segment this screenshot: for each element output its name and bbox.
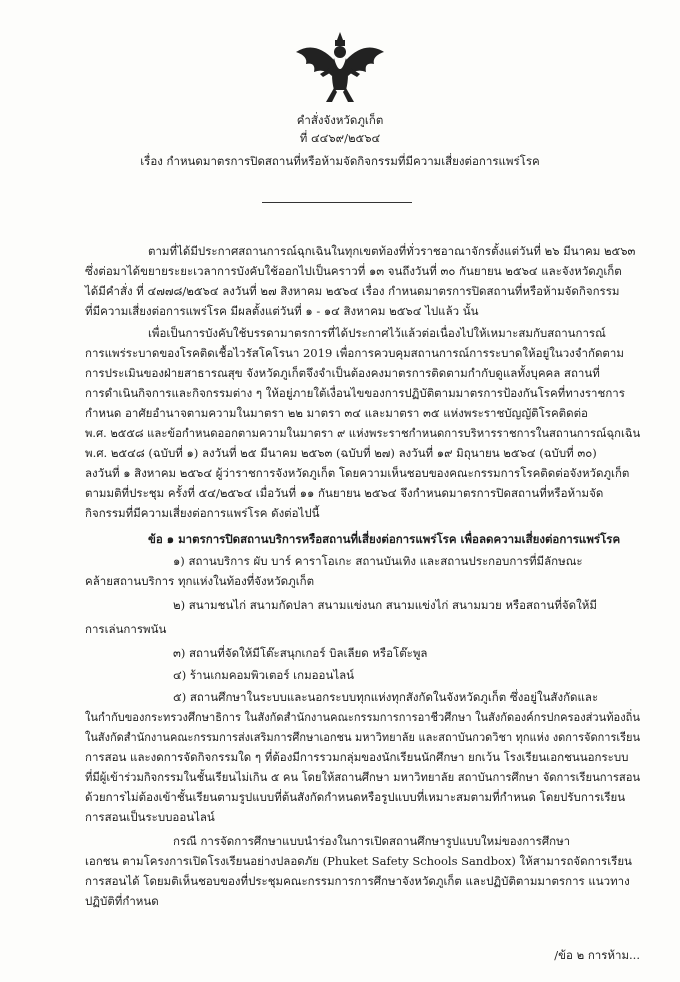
list-item: ๓) สถานที่จัดให้มีโต๊ะสนุกเกอร์ บิลเลียด หรือโต๊ะพูล — [173, 646, 428, 660]
list-item: ๔) ร้านเกมคอมพิวเตอร์ เกมออนไลน์ — [173, 668, 355, 682]
list-item-cont: การเล่นการพนัน — [85, 622, 167, 636]
body-line: ตามที่ได้มีประกาศสถานการณ์ฉุกเฉินในทุกเขตท้องที่ทั่วราชอาณาจักรตั้งแต่วันที่ ๒๖ มีนาคม ๒๕๖๓ — [148, 244, 636, 258]
list-item: ๕) สถานศึกษาในระบบและนอกระบบทุกแห่งทุกสังกัดในจังหวัดภูเก็ต ซึ่งอยู่ในสังกัดและ — [173, 690, 599, 704]
body-line: เพื่อเป็นการบังคับใช้บรรดามาตรการที่ได้ประกาศไว้แล้วต่อเนื่องไปให้เหมาะสมกับสถานการณ์ — [148, 326, 606, 340]
body-line: การดำเนินกิจการและกิจกรรมต่าง ๆ ให้อยู่ภายใต้เงื่อนไขของการปฏิบัติตามมาตรการป้องกันโรคที่ทางราชการ — [85, 386, 625, 400]
body-line: การประเมินของฝ่ายสาธารณสุข จังหวัดภูเก็ตจึงจำเป็นต้องคงมาตรการติดตามกำกับดูแลทั้งบุคคล สถานที่ — [85, 366, 600, 380]
list-item-cont: ในสังกัดสำนักงานคณะกรรมการส่งเสริมการศึกษาเอกชน มหาวิทยาลัย และสถาบันกวดวิชา ทุกแห่ง งดการจัดการเรียน — [85, 730, 641, 744]
continuation-note: /ข้อ ๒ การห้าม... — [554, 948, 640, 962]
list-item: ๒) สนามชนไก่ สนามกัดปลา สนามแข่งนก สนามแข่งไก่ สนามมวย หรือสถานที่จัดให้มี — [173, 598, 597, 612]
body-line: เอกชน ตามโครงการเปิดโรงเรียนอย่างปลอดภัย (Phuket Safety Schools Sandbox) ให้สามารถจัดการเรียน — [85, 854, 632, 868]
list-item-cont: การสอนเป็นระบบออนไลน์ — [85, 810, 215, 824]
body-line: ซึ่งต่อมาได้ขยายระยะเวลาการบังคับใช้ออกไปเป็นคราวที่ ๑๓ จนถึงวันที่ ๓๐ กันยายน ๒๕๖๔ และจังหวัดภูเก็ต — [85, 264, 622, 278]
clause-heading: ข้อ ๑ มาตรการปิดสถานบริการหรือสถานที่เสี่ยงต่อการแพร่โรค เพื่อลดความเสี่ยงต่อการแพร่โรค — [148, 532, 621, 546]
body-line: ลงวันที่ ๑ สิงหาคม ๒๕๖๔ ผู้ว่าราชการจังหวัดภูเก็ต โดยความเห็นชอบของคณะกรรมการโรคติดต่อจังหวัดภูเก็ต — [85, 466, 630, 480]
list-item-cont: การสอน และงดการจัดกิจกรรมใด ๆ ที่ต้องมีการรวมกลุ่มของนักเรียนนักศึกษา ยกเว้น โรงเรียนเอกชนนอกระบบ — [85, 750, 629, 764]
order-title: คำสั่งจังหวัดภูเก็ต — [296, 113, 384, 127]
list-item-cont: ที่มีผู้เข้าร่วมกิจกรรมในชั้นเรียนไม่เกิน ๕ คน โดยให้สถานศึกษา มหาวิทยาลัย สถาบันการศึกษา จัดการเรียนการสอน — [85, 770, 641, 784]
list-item-cont: ด้วยการไม่ต้องเข้าชั้นเรียนตามรูปแบบที่ต้นสังกัดกำหนดหรือรูปแบบที่เหมาะสมตามที่กำหนด โดยปรับการเรียน — [85, 790, 626, 804]
body-line: ได้มีคำสั่ง ที่ ๔๗๗๘/๒๕๖๔ ลงวันที่ ๒๗ สิงหาคม ๒๕๖๔ เรื่อง กำหนดมาตรการปิดสถานที่หรือห้ามจัดกิจกรรม — [85, 284, 620, 298]
body-line: ตามมติที่ประชุม ครั้งที่ ๕๔/๒๕๖๔ เมื่อวันที่ ๑๑ กันยายน ๒๕๖๔ จึงกำหนดมาตรการปิดสถานที่หรือห้ามจัด — [85, 486, 604, 500]
body-line: ที่มีความเสี่ยงต่อการแพร่โรค มีผลตั้งแต่วันที่ ๑ - ๑๔ สิงหาคม ๒๕๖๔ ไปแล้ว นั้น — [85, 304, 479, 318]
body-line: กำหนด อาศัยอำนาจตามความในมาตรา ๒๒ มาตรา ๓๔ และมาตรา ๓๕ แห่งพระราชบัญญัติโรคติดต่อ — [85, 406, 588, 420]
body-line: การสอนได้ โดยมติเห็นชอบของที่ประชุมคณะกรรมการการศึกษาจังหวัดภูเก็ต และปฏิบัติตามมาตรการ แนวทาง — [85, 874, 630, 888]
body-line: ปฏิบัติที่กำหนด — [85, 894, 159, 908]
garuda-emblem — [290, 30, 390, 106]
order-number: ที่ ๔๔๖๙/๒๕๖๔ — [299, 131, 381, 145]
list-item-cont: ในกำกับของกระทรวงศึกษาธิการ ในสังกัดสำนักงานคณะกรรมการการอาชีวศึกษา ในสังกัดองค์กรปกครองส่วนท้องถิ่น — [85, 710, 640, 724]
body-line: พ.ศ. ๒๕๔๘ (ฉบับที่ ๑) ลงวันที่ ๒๕ มีนาคม ๒๕๖๓ (ฉบับที่ ๒๗) ลงวันที่ ๑๙ มิถุนายน ๒๕๖๔ (ฉบับที่ ๓๐) — [85, 446, 597, 460]
body-line: กิจกรรมที่มีความเสี่ยงต่อการแพร่โรค ดังต่อไปนี้ — [85, 506, 320, 520]
body-line: พ.ศ. ๒๕๕๘ และข้อกำหนดออกตามความในมาตรา ๙ แห่งพระราชกำหนดการบริหารราชการในสถานการณ์ฉุกเฉิน — [85, 426, 641, 440]
order-subject: เรื่อง กำหนดมาตรการปิดสถานที่หรือห้ามจัดกิจกรรมที่มีความเสี่ยงต่อการแพร่โรค — [140, 154, 540, 168]
list-item: ๑) สถานบริการ ผับ บาร์ คาราโอเกะ สถานบันเทิง และสถานประกอบการที่มีลักษณะ — [173, 554, 583, 568]
divider — [262, 202, 412, 203]
list-item-cont: คล้ายสถานบริการ ทุกแห่งในท้องที่จังหวัดภูเก็ต — [85, 574, 315, 588]
body-line: กรณี การจัดการศึกษาแบบนำร่องในการเปิดสถานศึกษารูปแบบใหม่ของการศึกษา — [173, 834, 571, 848]
body-line: การแพร่ระบาดของโรคติดเชื้อไวรัสโคโรนา 2019 เพื่อการควบคุมสถานการณ์การระบาดให้อยู่ในวงจำกัดตาม — [85, 346, 624, 360]
